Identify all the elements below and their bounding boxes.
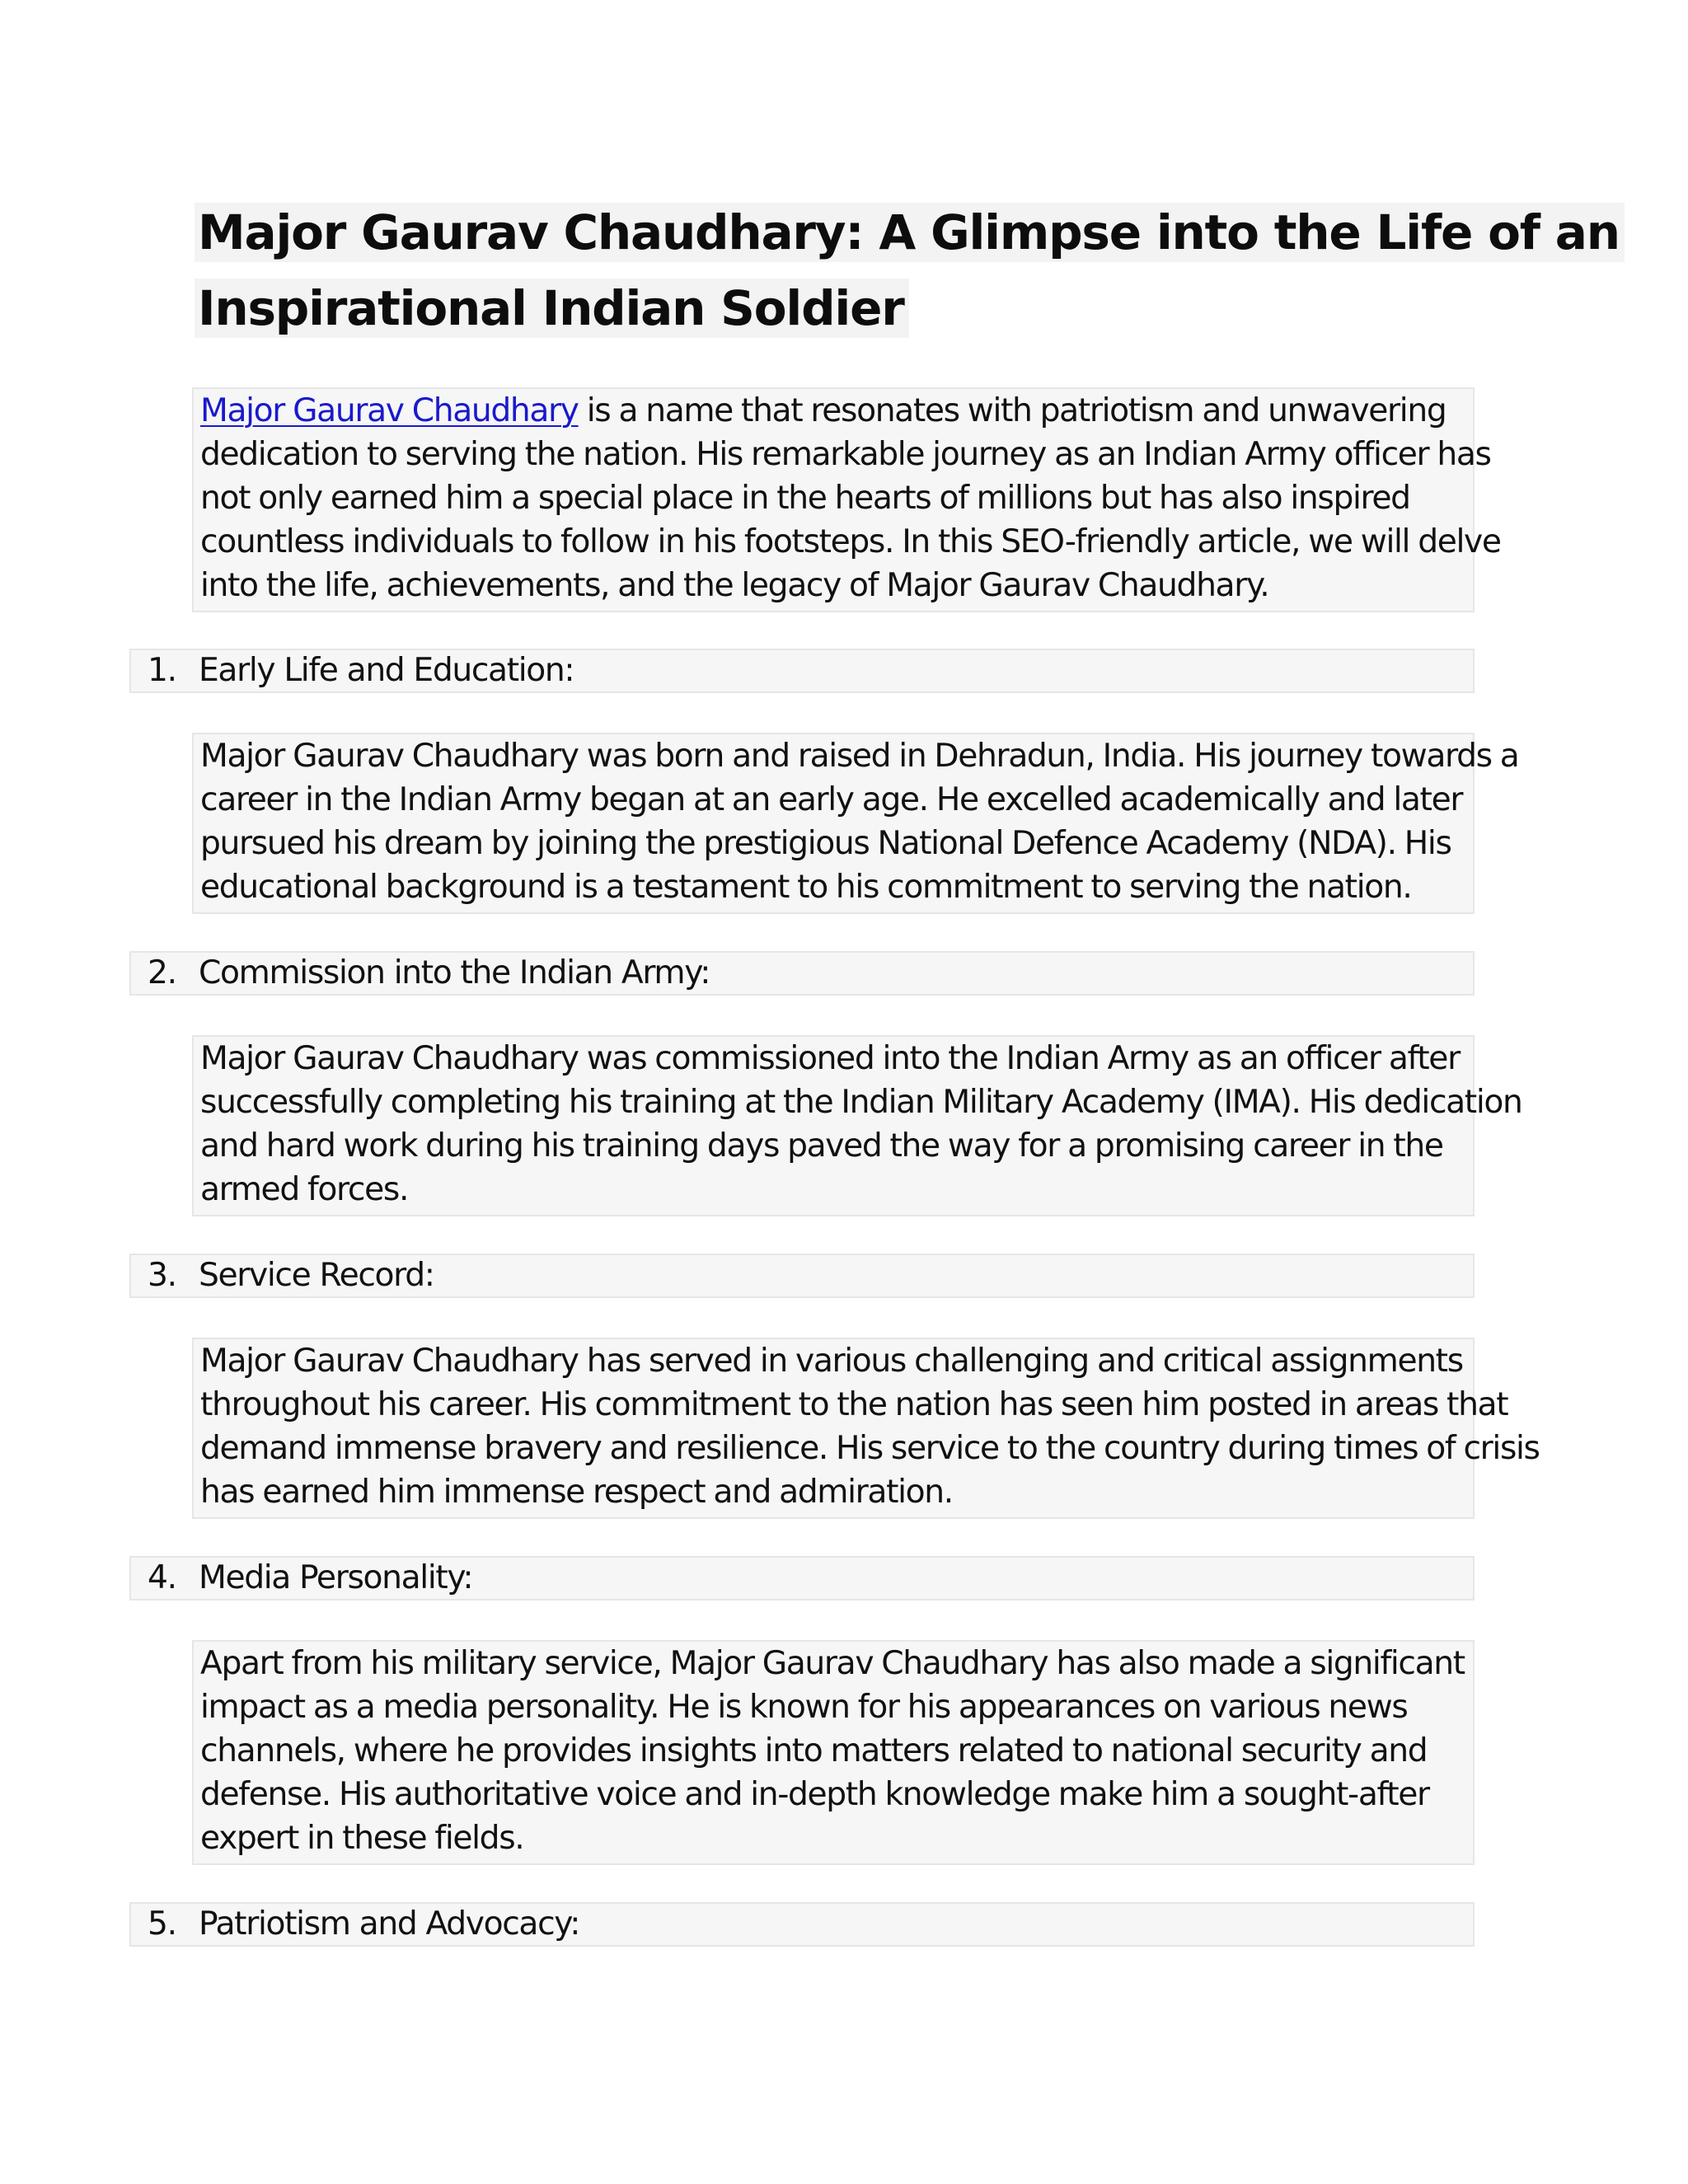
article-title-line: Inspirational Indian Soldier — [195, 279, 909, 338]
paragraph-line: career in the Indian Army began at an early age. He excelled academically and later — [200, 781, 1463, 818]
paragraph-line: successfully completing his training at the Indian Military Academy (IMA). His dedication — [200, 1084, 1522, 1121]
author-link[interactable]: Major Gaurav Chaudhary — [200, 392, 579, 429]
paragraph-line: pursued his dream by joining the prestigious National Defence Academy (NDA). His — [200, 825, 1451, 862]
paragraph-line: channels, where he provides insights into matters related to national security and — [200, 1732, 1428, 1769]
list-item-media-personality — [129, 1556, 1475, 1601]
article-title-line: Major Gaurav Chaudhary: A Glimpse into the Life of an — [195, 203, 1625, 262]
section-heading: Early Life and Education: — [199, 652, 574, 689]
list-number: 3. — [148, 1257, 176, 1294]
list-item-early-life — [129, 649, 1475, 693]
list-number: 1. — [148, 652, 176, 689]
paragraph-line: has earned him immense respect and admiration. — [200, 1474, 953, 1511]
section-paragraph-media-personality — [192, 1640, 1475, 1865]
section-heading: Patriotism and Advocacy: — [199, 1905, 580, 1943]
list-item-commission — [129, 951, 1475, 996]
paragraph-line: demand immense bravery and resilience. His service to the country during times of crisis — [200, 1430, 1540, 1467]
section-paragraph-commission — [192, 1035, 1522, 1216]
list-item-service-record — [129, 1254, 1475, 1298]
paragraph-line: expert in these fields. — [200, 1820, 524, 1857]
paragraph-line: and hard work during his training days paved the way for a promising career in the — [200, 1127, 1443, 1165]
paragraph-line: into the life, achievements, and the legacy of Major Gaurav Chaudhary. — [200, 567, 1269, 604]
paragraph-line: throughout his career. His commitment to the nation has seen him posted in areas that — [200, 1386, 1508, 1423]
paragraph-line: Apart from his military service, Major Gaurav Chaudhary has also made a significant — [200, 1645, 1465, 1682]
list-number: 5. — [148, 1905, 176, 1943]
article-title — [195, 194, 1625, 346]
paragraph-line: educational background is a testament to his commitment to serving the nation. — [200, 869, 1412, 906]
paragraph-line: impact as a media personality. He is known for his appearances on various news — [200, 1689, 1408, 1726]
list-number: 4. — [148, 1559, 176, 1596]
paragraph-line: countless individuals to follow in his footsteps. In this SEO-friendly article, we will delve — [200, 523, 1501, 560]
section-paragraph-service-record — [192, 1338, 1540, 1519]
paragraph-line: not only earned him a special place in the hearts of millions but has also inspired — [200, 480, 1410, 517]
paragraph-line: Major Gaurav Chaudhary was born and raised in Dehradun, India. His journey towards a — [200, 738, 1519, 775]
intro-paragraph — [192, 387, 1501, 612]
list-item-patriotism-advocacy — [129, 1902, 1475, 1947]
paragraph-line: Major Gaurav Chaudhary is a name that resonates with patriotism and unwavering — [200, 392, 1447, 429]
list-number: 2. — [148, 954, 176, 991]
section-paragraph-early-life — [192, 733, 1519, 914]
section-heading: Media Personality: — [199, 1559, 473, 1596]
section-heading: Commission into the Indian Army: — [199, 954, 710, 991]
paragraph-line: armed forces. — [200, 1171, 409, 1208]
paragraph-line: Major Gaurav Chaudhary has served in various challenging and critical assignments — [200, 1343, 1463, 1380]
section-heading: Service Record: — [199, 1257, 434, 1294]
paragraph-line: Major Gaurav Chaudhary was commissioned into the Indian Army as an officer after — [200, 1040, 1460, 1077]
paragraph-line: defense. His authoritative voice and in-depth knowledge make him a sought-after — [200, 1776, 1429, 1813]
paragraph-line: dedication to serving the nation. His remarkable journey as an Indian Army officer has — [200, 436, 1491, 473]
